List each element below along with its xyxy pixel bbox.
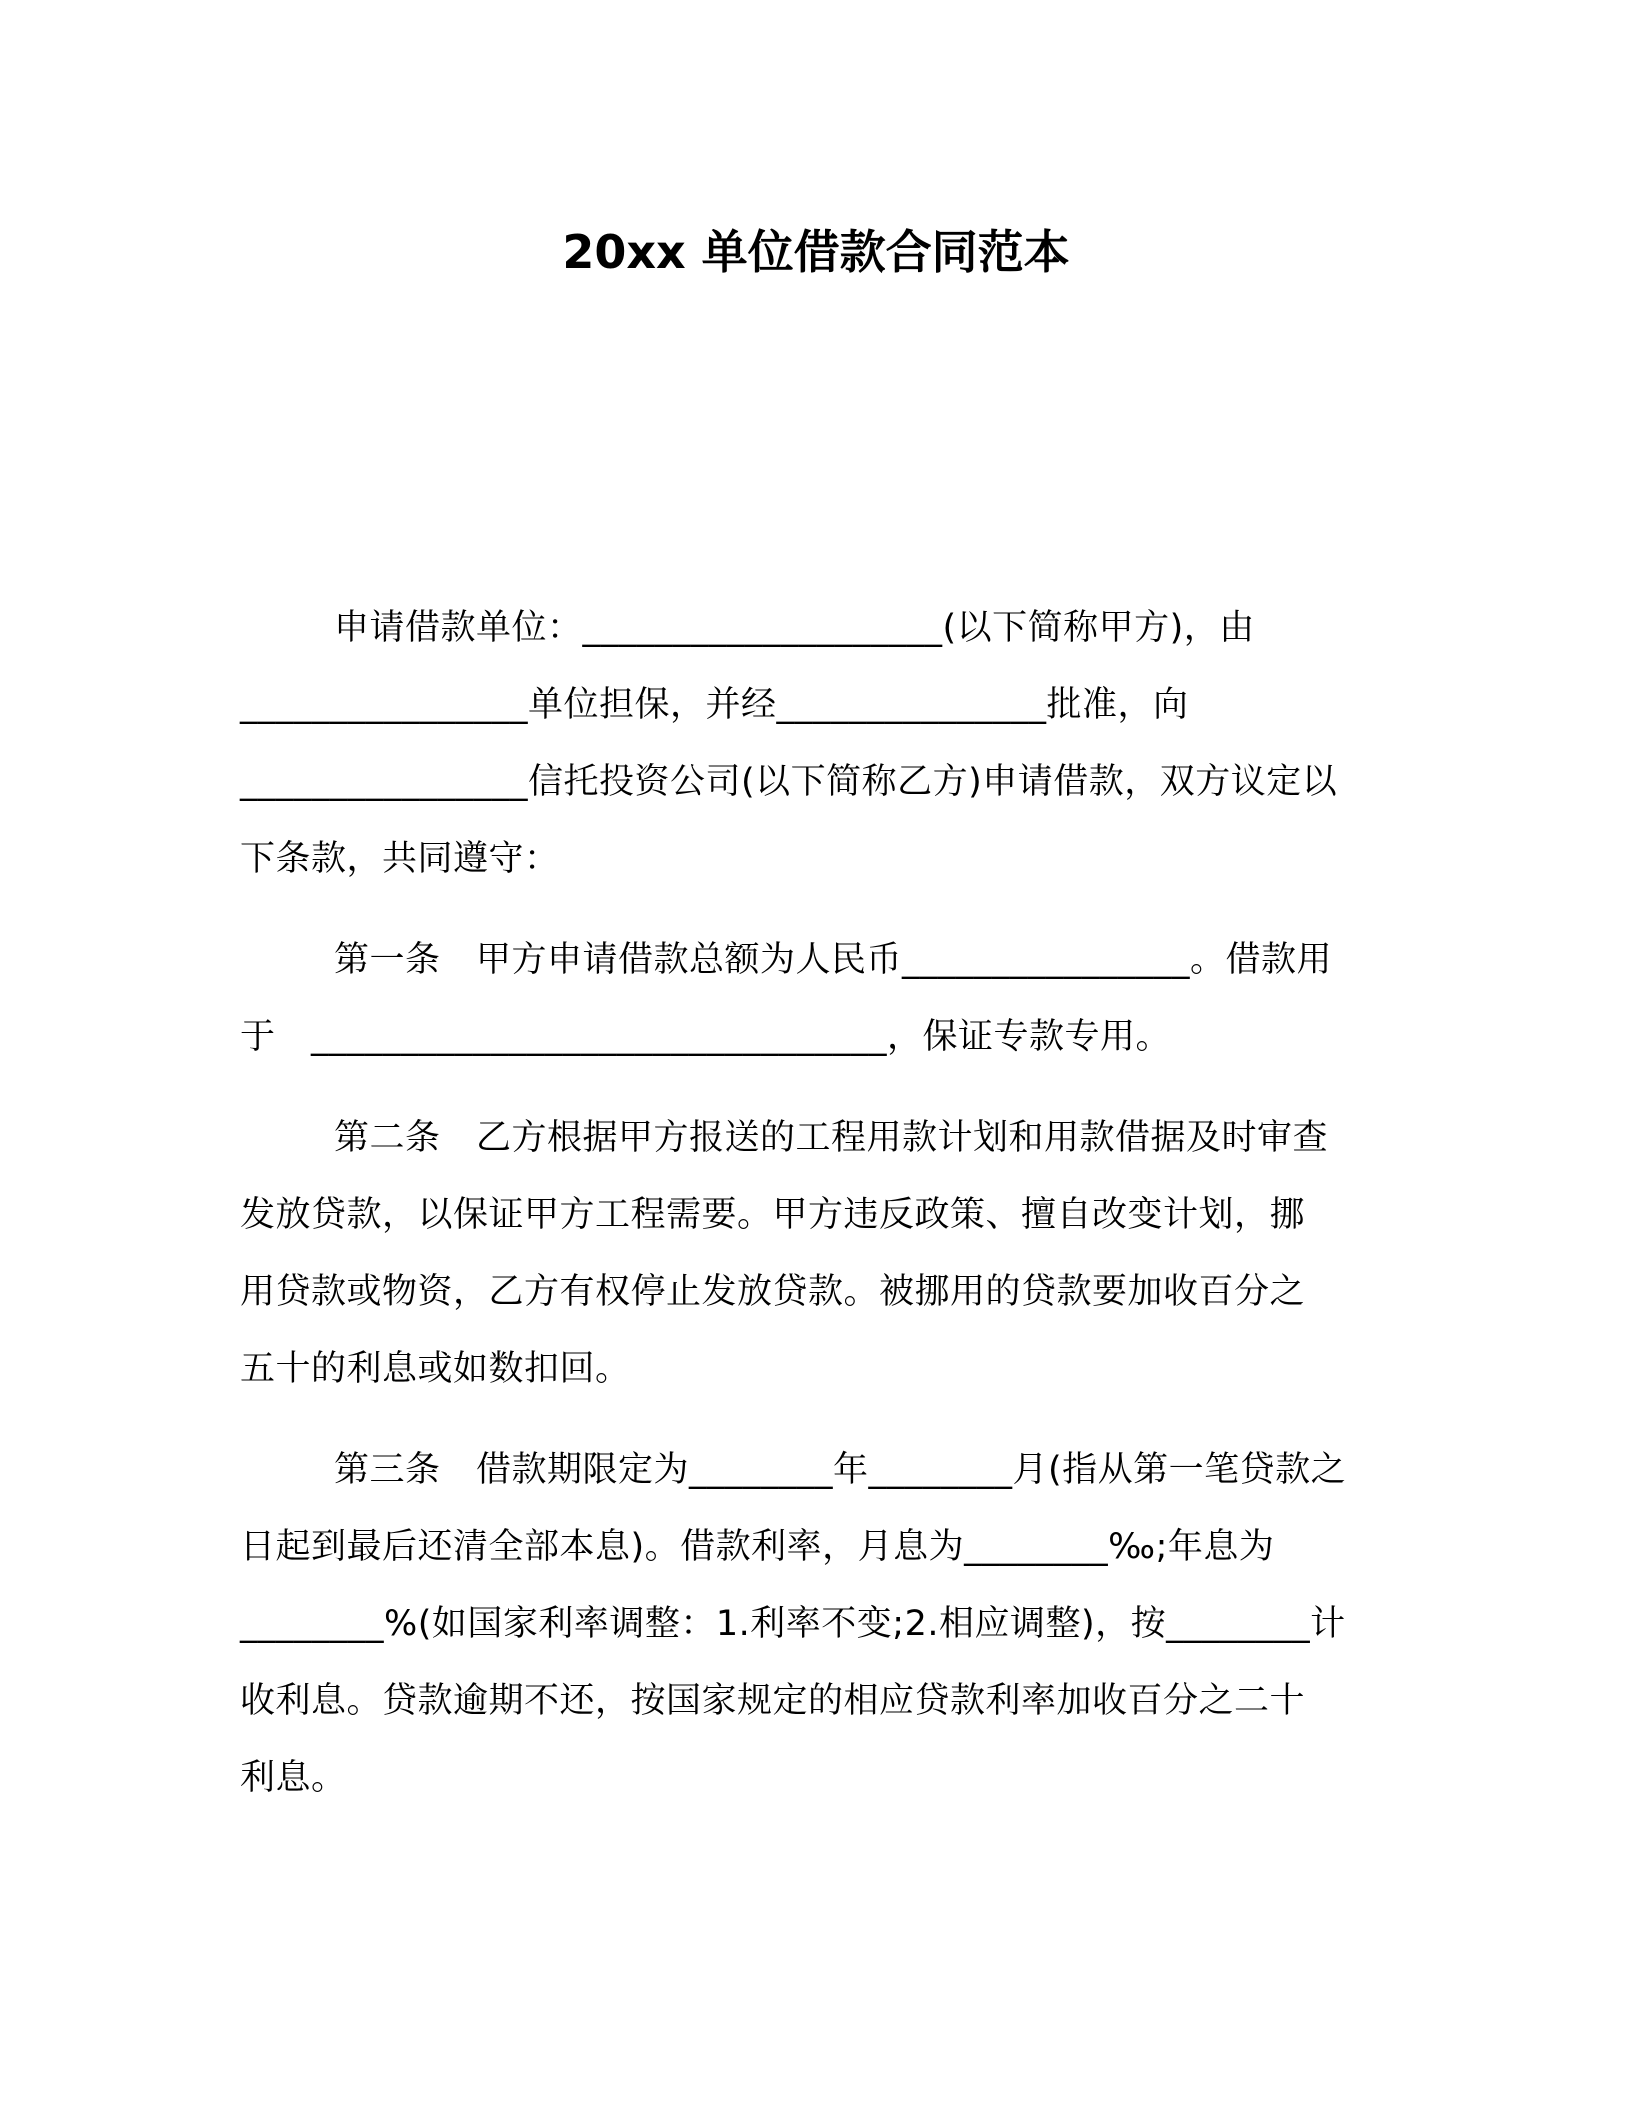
text-line: 第一条 甲方申请借款总额为人民币________________。借款用 bbox=[334, 940, 1333, 980]
text-line: ________________单位担保，并经_______________批准，向 bbox=[240, 685, 1189, 725]
text-line: 第二条 乙方根据甲方报送的工程用款计划和用款借据及时审查 bbox=[334, 1118, 1329, 1158]
text-line: ________%(如国家利率调整：1.利率不变;2.相应调整)，按________计 bbox=[240, 1604, 1346, 1644]
text-line: 于 ________________________________，保证专款专用。 bbox=[240, 1017, 1172, 1057]
document-title: 20xx 单位借款合同范本 bbox=[562, 225, 1070, 279]
paragraph-article-2 bbox=[240, 1100, 1430, 1408]
text-line: 收利息。贷款逾期不还，按国家规定的相应贷款利率加收百分之二十 bbox=[240, 1681, 1306, 1721]
text-line: 发放贷款，以保证甲方工程需要。甲方违反政策、擅自改变计划，挪 bbox=[240, 1195, 1306, 1235]
paragraph-preamble bbox=[240, 590, 1430, 898]
text-line: 五十的利息或如数扣回。 bbox=[240, 1349, 631, 1389]
paragraph-article-3 bbox=[240, 1432, 1430, 1817]
paragraph-gap bbox=[240, 898, 1430, 922]
text-line: 用贷款或物资，乙方有权停止发放贷款。被挪用的贷款要加收百分之 bbox=[240, 1272, 1306, 1312]
paragraph-article-1 bbox=[240, 922, 1430, 1076]
text-line: 下条款，共同遵守： bbox=[240, 839, 560, 879]
document-body bbox=[240, 590, 1430, 1817]
paragraph-gap bbox=[240, 1408, 1430, 1432]
text-line: 第三条 借款期限定为________年________月(指从第一笔贷款之 bbox=[334, 1450, 1347, 1490]
text-line: 利息。 bbox=[240, 1758, 347, 1798]
text-line: 日起到最后还清全部本息)。借款利率，月息为________‰;年息为 bbox=[240, 1527, 1275, 1567]
text-line: 申请借款单位：____________________(以下简称甲方)，由 bbox=[334, 608, 1255, 648]
paragraph-gap bbox=[240, 1076, 1430, 1100]
text-line: ________________信托投资公司(以下简称乙方)申请借款，双方议定以 bbox=[240, 762, 1338, 802]
